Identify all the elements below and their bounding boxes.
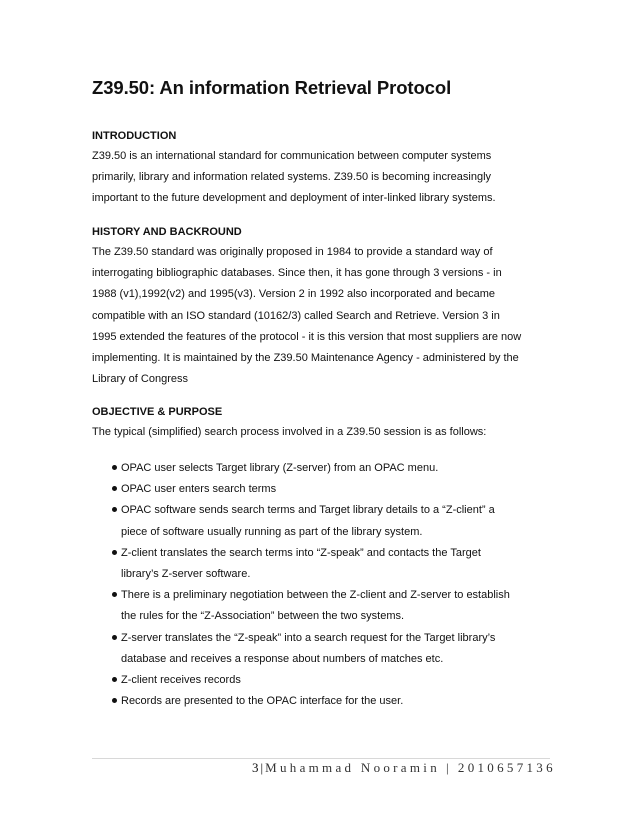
footer-divider	[92, 758, 550, 759]
paragraph-line: compatible with an ISO standard (10162/3) called Search and Retrieve. Version 3 in	[92, 309, 500, 322]
list-item	[92, 458, 562, 479]
list-item-text: the rules for the “Z-Association” between the two systems.	[121, 610, 405, 623]
paragraph-line: Library of Congress	[92, 373, 188, 386]
bullet-icon	[112, 592, 117, 597]
bullet-icon	[112, 465, 117, 470]
section-heading: HISTORY AND BACKROUND	[92, 226, 242, 238]
list-item-text: library’s Z-server software.	[121, 567, 251, 580]
list-item-text: database and receives a response about numbers of matches etc.	[121, 652, 444, 665]
section-objective	[92, 402, 562, 443]
footer-separator: |	[260, 760, 264, 775]
list-item-text: OPAC software sends search terms and Target library details to a “Z-client” a	[121, 504, 495, 517]
paragraph-line: Z39.50 is an international standard for communication between computer systems	[92, 150, 492, 162]
page-number: 3	[252, 760, 259, 775]
list-item-text: Z-server translates the “Z-speak” into a search request for the Target library’s	[121, 631, 496, 644]
list-item-text: OPAC user selects Target library (Z-server) from an OPAC menu.	[121, 462, 439, 474]
paragraph-line: The Z39.50 standard was originally proposed in 1984 to provide a standard way of	[92, 246, 493, 258]
process-steps-list	[92, 458, 562, 712]
list-item	[92, 628, 562, 670]
list-item-text: Records are presented to the OPAC interface for the user.	[121, 695, 404, 708]
page-footer	[252, 760, 556, 776]
list-item	[92, 479, 562, 500]
bullet-icon	[112, 550, 117, 555]
list-item-text: There is a preliminary negotiation between the Z-client and Z-server to establish	[121, 589, 510, 602]
paragraph-line: 1988 (v1),1992(v2) and 1995(v3). Version 2 in 1992 also incorporated and became	[92, 288, 495, 301]
list-item	[92, 543, 562, 585]
list-item-text: Z-client translates the search terms into “Z-speak” and contacts the Target	[121, 546, 481, 559]
student-id: 2010657136	[457, 760, 556, 775]
document-title: Z39.50: An information Retrieval Protocol	[92, 77, 452, 98]
list-item	[92, 691, 562, 712]
section-heading: INTRODUCTION	[92, 130, 177, 142]
section-history	[92, 222, 562, 390]
list-item	[92, 670, 562, 691]
list-item	[92, 500, 562, 542]
list-item-text: piece of software usually running as part of the library system.	[121, 525, 423, 538]
bullet-icon	[112, 486, 117, 491]
bullet-icon	[112, 507, 117, 512]
paragraph-line: implementing. It is maintained by the Z39.50 Maintenance Agency - administered by the	[92, 351, 519, 364]
paragraph-line: The typical (simplified) search process involved in a Z39.50 session is as follows:	[92, 426, 487, 438]
bullet-icon	[112, 635, 117, 640]
footer-divider-bar: |	[446, 760, 452, 775]
section-introduction	[92, 126, 562, 210]
paragraph-line: interrogating bibliographic databases. Since then, it has gone through 3 versions - in	[92, 267, 502, 280]
list-item-text: OPAC user enters search terms	[121, 483, 277, 496]
paragraph-line: important to the future development and deployment of inter-linked library systems.	[92, 192, 496, 205]
list-item	[92, 585, 562, 627]
list-item-text: Z-client receives records	[121, 673, 241, 686]
paragraph-line: 1995 extended the features of the protocol - it is this version that most suppliers are now	[92, 330, 522, 343]
bullet-icon	[112, 698, 117, 703]
author-name: Muhammad Nooramin	[265, 760, 440, 775]
bullet-icon	[112, 677, 117, 682]
section-heading: OBJECTIVE & PURPOSE	[92, 406, 223, 418]
paragraph-line: primarily, library and information related systems. Z39.50 is becoming increasingly	[92, 171, 492, 184]
